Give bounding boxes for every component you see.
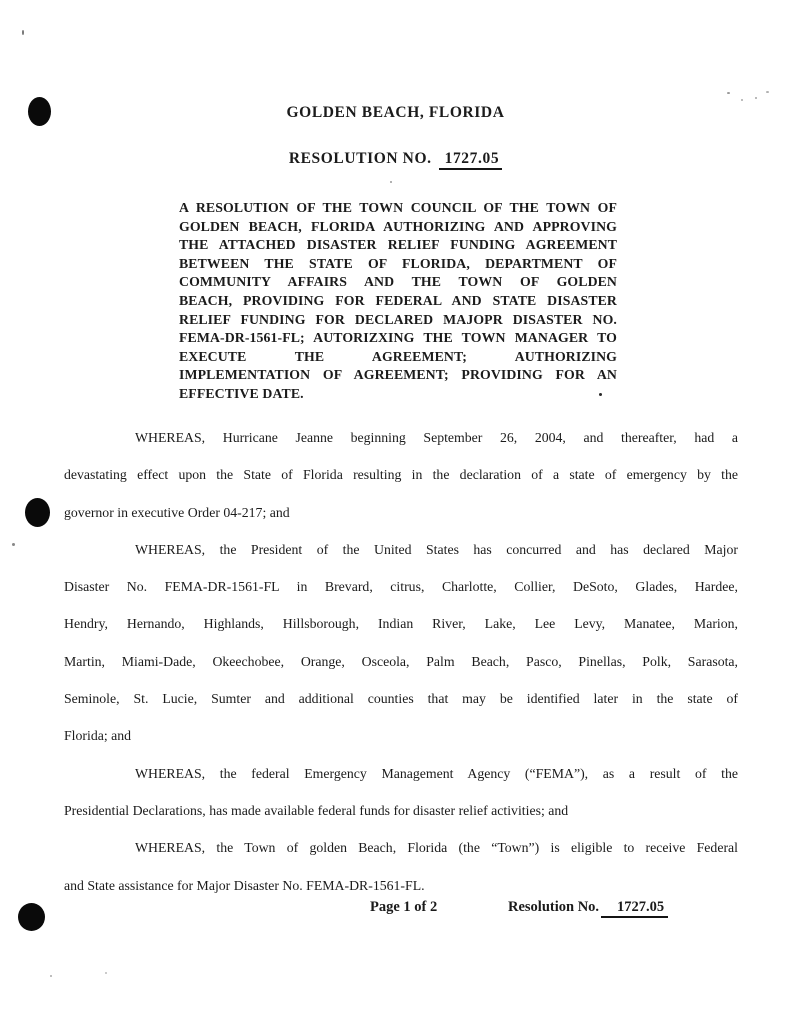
- preamble-line: FEMA-DR-1561-FL; AUTORIZXING THE TOWN MANAGER TO: [179, 330, 617, 346]
- scan-speckle: [12, 543, 15, 546]
- hole-punch-dot: [18, 903, 45, 931]
- scan-speckle: [766, 91, 769, 93]
- footer-resolution-value: 1727.05: [601, 899, 668, 918]
- document-title: GOLDEN BEACH, FLORIDA: [286, 104, 505, 121]
- body-line: Florida; and: [64, 728, 132, 744]
- scan-speckle: [390, 181, 392, 183]
- preamble-line: BETWEEN THE STATE OF FLORIDA, DEPARTMENT OF: [179, 255, 617, 271]
- document-body: [64, 419, 738, 904]
- preamble-line: RELIEF FUNDING FOR DECLARED MAJOPR DISASTER NO.: [179, 311, 617, 327]
- resolution-number-value: 1727.05: [439, 150, 503, 170]
- page-number-label: Page 1 of 2: [370, 899, 438, 915]
- resolution-number-heading: [0, 150, 791, 168]
- scan-speckle: [105, 972, 107, 974]
- footer-resolution-label: Resolution No.: [508, 899, 600, 915]
- preamble-line: EFFECTIVE DATE.: [179, 385, 304, 401]
- body-line: governor in executive Order 04-217; and: [64, 504, 290, 520]
- body-line: Presidential Declarations, has made available federal funds for disaster relief activities; and: [64, 802, 569, 818]
- body-line: WHEREAS, the President of the United States has concurred and has declared Major: [135, 541, 738, 557]
- scan-speckle: [755, 97, 757, 99]
- preamble-line: GOLDEN BEACH, FLORIDA AUTHORIZING AND APPROVING: [179, 218, 617, 234]
- body-line: and State assistance for Major Disaster No. FEMA-DR-1561-FL.: [64, 877, 425, 893]
- body-line: Seminole, St. Lucie, Sumter and additional counties that may be identified later in the state of: [64, 691, 738, 707]
- preamble-line: THE ATTACHED DISASTER RELIEF FUNDING AGREEMENT: [179, 237, 617, 253]
- scan-speckle: [22, 30, 24, 35]
- body-line: Disaster No. FEMA-DR-1561-FL in Brevard, citrus, Charlotte, Collier, DeSoto, Glades, Hardee,: [64, 579, 738, 595]
- body-line: devastating effect upon the State of Florida resulting in the declaration of a state of emergency by the: [64, 467, 738, 483]
- scan-speckle: [741, 99, 743, 101]
- footer-resolution-number: [508, 899, 668, 916]
- body-line: Martin, Miami-Dade, Okeechobee, Orange, Osceola, Palm Beach, Pasco, Pinellas, Polk, Sarasota,: [64, 653, 738, 669]
- scan-speckle: [727, 92, 730, 94]
- body-line: WHEREAS, the federal Emergency Management Agency (“FEMA”), as a result of the: [135, 765, 738, 781]
- resolution-number-label: RESOLUTION NO.: [288, 150, 432, 167]
- preamble-line: COMMUNITY AFFAIRS AND THE TOWN OF GOLDEN: [179, 274, 617, 290]
- preamble-line: BEACH, PROVIDING FOR FEDERAL AND STATE DISASTER: [179, 292, 617, 308]
- preamble-line: EXECUTE THE AGREEMENT; AUTHORIZING: [179, 348, 617, 364]
- preamble-line: A RESOLUTION OF THE TOWN COUNCIL OF THE TOWN OF: [179, 200, 617, 215]
- body-line: Hendry, Hernando, Highlands, Hillsborough, Indian River, Lake, Lee Levy, Manatee, Marion,: [64, 616, 738, 632]
- body-line: WHEREAS, Hurricane Jeanne beginning September 26, 2004, and thereafter, had a: [135, 430, 738, 445]
- scan-speckle: [50, 975, 52, 977]
- body-line: WHEREAS, the Town of golden Beach, Florida (the “Town”) is eligible to receive Federal: [135, 840, 738, 856]
- preamble-line: IMPLEMENTATION OF AGREEMENT; PROVIDING FOR AN: [179, 367, 617, 383]
- hole-punch-dot: [25, 498, 50, 527]
- resolution-preamble: [179, 199, 617, 404]
